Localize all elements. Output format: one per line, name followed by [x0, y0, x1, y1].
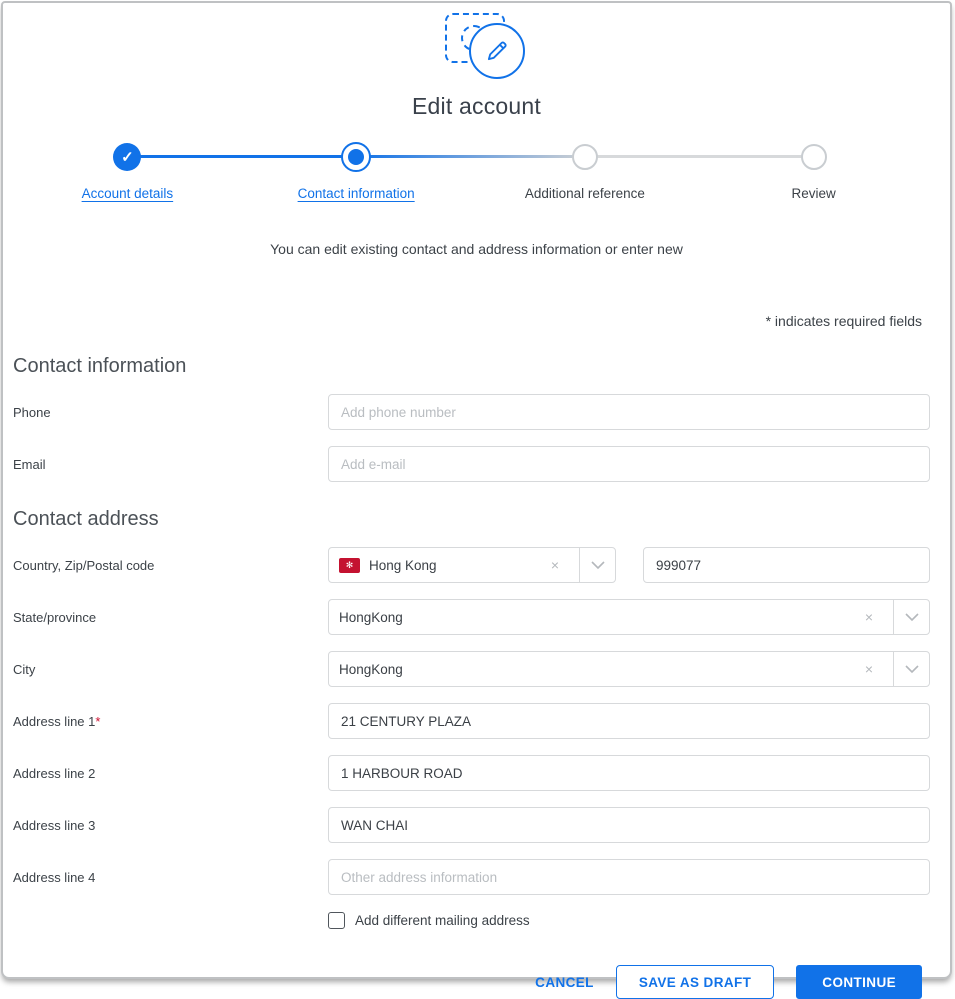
address4-row	[3, 859, 950, 895]
hong-kong-flag-icon: ✻	[339, 558, 360, 573]
progress-stepper	[13, 140, 928, 201]
edit-account-panel	[1, 1, 952, 990]
country-value: Hong Kong	[369, 557, 437, 573]
step-label-additional-reference: Additional reference	[524, 186, 645, 201]
country-chevron-down-icon[interactable]	[580, 548, 615, 582]
address3-row	[3, 807, 950, 843]
address1-row	[3, 703, 950, 739]
footer-actions	[3, 965, 922, 999]
city-value: HongKong	[339, 661, 403, 677]
header	[3, 11, 950, 83]
phone-input[interactable]	[328, 394, 930, 430]
step-account-details[interactable]	[13, 140, 242, 201]
state-select[interactable]	[328, 599, 930, 635]
address4-input[interactable]	[328, 859, 930, 895]
zip-input[interactable]	[643, 547, 930, 583]
city-row	[3, 651, 950, 687]
edit-account-icon	[417, 11, 537, 83]
step-review	[699, 140, 928, 201]
state-chevron-down-icon[interactable]	[894, 600, 929, 634]
address1-input[interactable]	[328, 703, 930, 739]
cancel-button[interactable]: CANCEL	[535, 974, 594, 990]
address2-label: Address line 2	[13, 765, 96, 781]
address3-input[interactable]	[328, 807, 930, 843]
state-row	[3, 599, 950, 635]
address2-row	[3, 755, 950, 791]
country-zip-row	[3, 547, 950, 583]
country-zip-label: Country, Zip/Postal code	[13, 557, 155, 573]
address1-label: Address line 1*	[13, 713, 101, 729]
mailing-address-checkbox-row	[328, 912, 950, 929]
page-title: Edit account	[412, 93, 541, 119]
city-clear-icon[interactable]: ×	[864, 661, 873, 677]
state-value: HongKong	[339, 609, 403, 625]
address4-label: Address line 4	[13, 869, 96, 885]
phone-label: Phone	[13, 404, 51, 420]
mailing-address-checkbox[interactable]	[328, 912, 345, 929]
step-upcoming-indicator	[572, 144, 598, 170]
country-clear-icon[interactable]: ×	[550, 557, 559, 573]
step-label-account-details[interactable]: Account details	[81, 186, 174, 201]
phone-row	[3, 394, 950, 430]
address2-input[interactable]	[328, 755, 930, 791]
step-label-review: Review	[791, 186, 836, 201]
country-select[interactable]	[328, 547, 616, 583]
required-fields-note: * indicates required fields	[765, 313, 922, 329]
email-label: Email	[13, 456, 46, 472]
step-additional-reference	[471, 140, 700, 201]
required-asterisk: *	[95, 713, 101, 729]
email-input[interactable]	[328, 446, 930, 482]
step-contact-information[interactable]	[242, 140, 471, 201]
city-chevron-down-icon[interactable]	[894, 652, 929, 686]
pencil-icon	[469, 23, 525, 79]
contact-address-heading: Contact address	[13, 508, 159, 530]
city-label: City	[13, 661, 36, 677]
mailing-address-checkbox-label: Add different mailing address	[355, 913, 530, 928]
contact-information-heading: Contact information	[13, 355, 187, 377]
step-current-indicator	[341, 142, 371, 172]
step-label-contact-information[interactable]: Contact information	[297, 186, 415, 201]
state-label: State/province	[13, 609, 97, 625]
continue-button[interactable]: CONTINUE	[796, 965, 922, 999]
step-upcoming-indicator	[801, 144, 827, 170]
email-row	[3, 446, 950, 482]
city-select[interactable]	[328, 651, 930, 687]
address3-label: Address line 3	[13, 817, 96, 833]
state-clear-icon[interactable]: ×	[864, 609, 873, 625]
save-as-draft-button[interactable]: SAVE AS DRAFT	[616, 965, 774, 999]
step-completed-check-icon: ✓	[113, 143, 141, 171]
page-subtitle: You can edit existing contact and address information or enter new	[270, 241, 683, 257]
